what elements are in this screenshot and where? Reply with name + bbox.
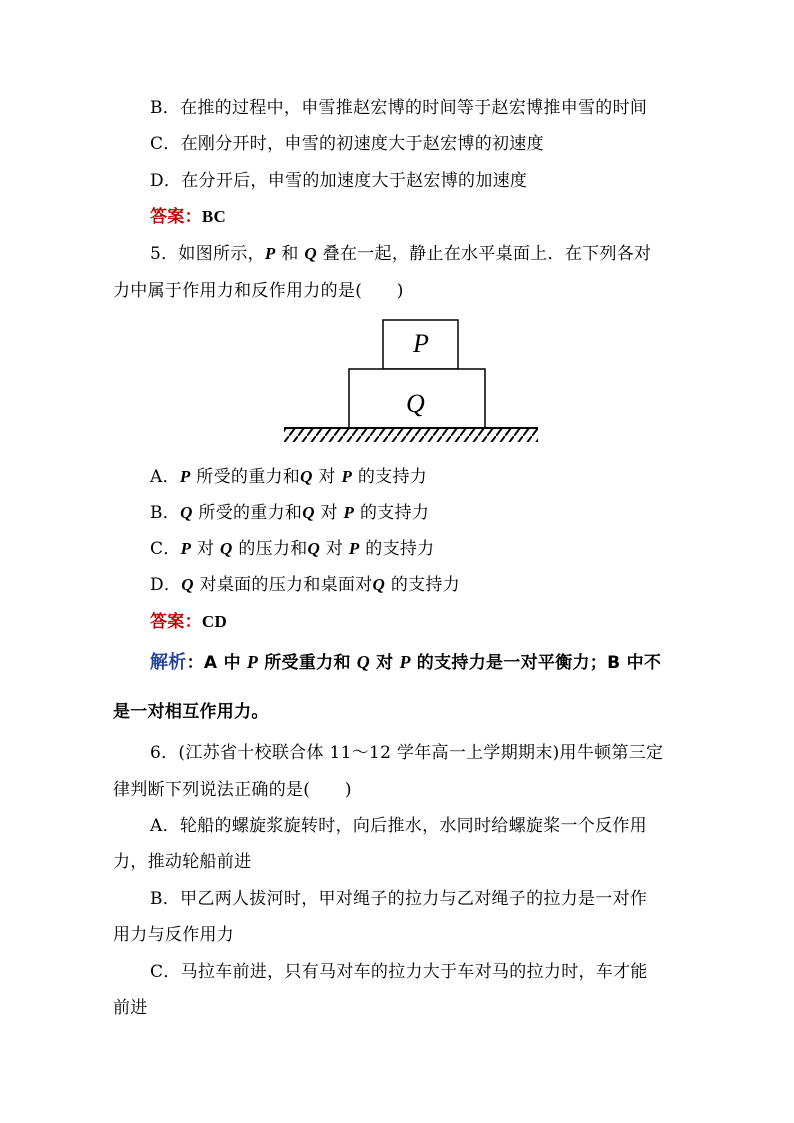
option-a-6-line2: 力，推动轮船前进	[113, 852, 252, 872]
question-6-line2: 律判断下列说法正确的是( )	[113, 780, 352, 800]
stacked-blocks-figure	[280, 316, 542, 448]
option-b-prev: B．在推的过程中，申雪推赵宏博的时间等于赵宏博推申雪的时间	[150, 98, 648, 118]
block-p-label: P	[413, 329, 429, 358]
block-q-label: Q	[406, 389, 425, 418]
option-c-prev: C．在刚分开时，申雪的初速度大于赵宏博的初速度	[150, 134, 544, 154]
analysis-line1: 解析：A 中 P 所受重力和 Q 对 P 的支持力是一对平衡力；B 中不	[150, 652, 662, 673]
option-d-5: D．Q 对桌面的压力和桌面对Q 的支持力	[150, 575, 461, 595]
question-6-line1: 6．(江苏省十校联合体 11～12 学年高一上学期期末)用牛顿第三定	[150, 743, 664, 763]
option-b-6-line1: B．甲乙两人拔河时，甲对绳子的拉力与乙对绳子的拉力是一对作	[150, 889, 648, 909]
option-c-6-line1: C．马拉车前进，只有马对车的拉力大于车对马的拉力时，车才能	[150, 962, 648, 982]
option-a-6-line1: A．轮船的螺旋浆旋转时，向后推水，水同时给螺旋桨一个反作用	[150, 816, 647, 836]
table-hatching	[284, 429, 538, 442]
answer-5: 答案：CD	[150, 612, 228, 632]
option-d-prev: D．在分开后，申雪的加速度大于赵宏博的加速度	[150, 171, 528, 191]
option-b-5: B．Q 所受的重力和Q 对 P 的支持力	[150, 503, 430, 523]
analysis-line2: 是一对相互作用力。	[113, 702, 269, 722]
question-5-line2: 力中属于作用力和反作用力的是( )	[113, 281, 404, 301]
answer-4: 答案：BC	[150, 207, 227, 227]
option-a-5: A．P 所受的重力和Q 对 P 的支持力	[150, 467, 428, 487]
option-c-6-line2: 前进	[113, 998, 148, 1018]
question-5-line1: 5．如图所示，P 和 Q 叠在一起，静止在水平桌面上．在下列各对	[150, 244, 652, 264]
option-c-5: C．P 对 Q 的压力和Q 对 P 的支持力	[150, 539, 435, 559]
option-b-6-line2: 用力与反作用力	[113, 925, 235, 945]
